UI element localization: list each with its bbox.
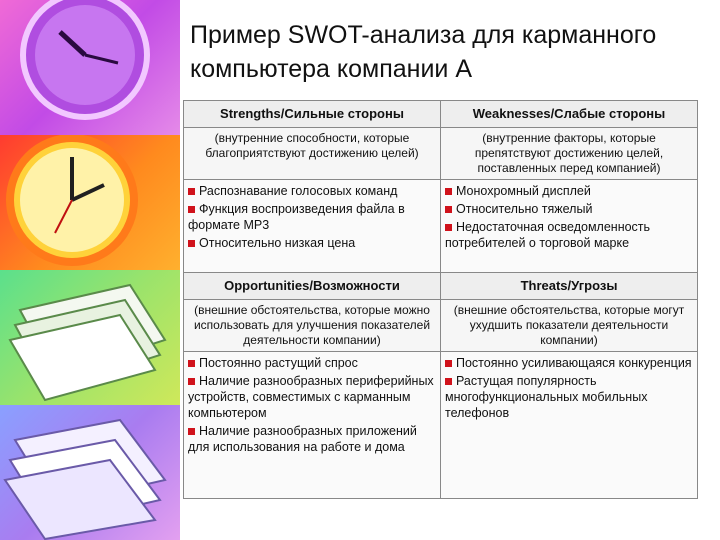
bullet-icon bbox=[445, 206, 452, 213]
decorative-image-strip bbox=[0, 0, 180, 540]
opportunities-list bbox=[184, 352, 441, 499]
bullet-icon bbox=[188, 240, 195, 247]
threats-subtitle: (внешние обстоятельства, которые могут ухудшить показатели деятельности компании) bbox=[441, 300, 698, 352]
bullet-icon bbox=[188, 378, 195, 385]
bullet-icon bbox=[445, 360, 452, 367]
weaknesses-header: Weaknesses/Слабые стороны bbox=[441, 101, 698, 128]
list-item: Недостаточная осведомленность потребителей о торговой марке bbox=[445, 220, 651, 250]
green-papers-panel bbox=[0, 270, 180, 405]
purple-clock-panel bbox=[0, 0, 180, 135]
list-item: Распознавание голосовых команд bbox=[188, 183, 436, 199]
weaknesses-subtitle: (внутренние факторы, которые препятствуют достижению целей, поставленных перед компанией) bbox=[441, 128, 698, 180]
list-item: Функция воспроизведения файла в формате МР3 bbox=[188, 202, 405, 232]
bullet-icon bbox=[188, 360, 195, 367]
opportunities-header: Opportunities/Возможности bbox=[184, 273, 441, 300]
alarm-clock-icon bbox=[0, 135, 180, 270]
violet-papers-panel bbox=[0, 405, 180, 540]
orange-clock-panel bbox=[0, 135, 180, 270]
paper-stack-icon bbox=[0, 270, 180, 405]
list-item: Относительно тяжелый bbox=[445, 201, 693, 217]
list-item: Наличие разнообразных периферийных устройств, совместимых с карманным компьютером bbox=[188, 374, 434, 420]
list-item: Наличие разнообразных приложений для использования на работе и дома bbox=[188, 424, 417, 454]
list-item: Монохромный дисплей bbox=[445, 183, 693, 199]
threats-list bbox=[441, 352, 698, 499]
strengths-list bbox=[184, 180, 441, 273]
page-title: Пример SWOT-анализа для карманного компьютера компании А bbox=[190, 21, 657, 83]
threats-header: Threats/Угрозы bbox=[441, 273, 698, 300]
bullet-icon bbox=[445, 224, 452, 231]
list-item: Относительно низкая цена bbox=[188, 235, 436, 251]
opportunities-subtitle: (внешние обстоятельства, которые можно использовать для улучшения показателей деятельности компании) bbox=[184, 300, 441, 352]
bullet-icon bbox=[445, 188, 452, 195]
book-stack-icon bbox=[0, 405, 180, 540]
clock-icon bbox=[0, 0, 180, 135]
bullet-icon bbox=[445, 378, 452, 385]
bullet-icon bbox=[188, 206, 195, 213]
list-item: Постоянно усиливающаяся конкуренция bbox=[445, 355, 693, 371]
weaknesses-list bbox=[441, 180, 698, 273]
strengths-header: Strengths/Сильные стороны bbox=[184, 101, 441, 128]
bullet-icon bbox=[188, 188, 195, 195]
strengths-subtitle: (внутренние способности, которые благоприятствуют достижению целей) bbox=[184, 128, 441, 180]
swot-table bbox=[183, 100, 698, 499]
list-item: Постоянно растущий спрос bbox=[188, 355, 436, 371]
bullet-icon bbox=[188, 428, 195, 435]
list-item: Растущая популярность многофункциональных мобильных телефонов bbox=[445, 374, 648, 420]
